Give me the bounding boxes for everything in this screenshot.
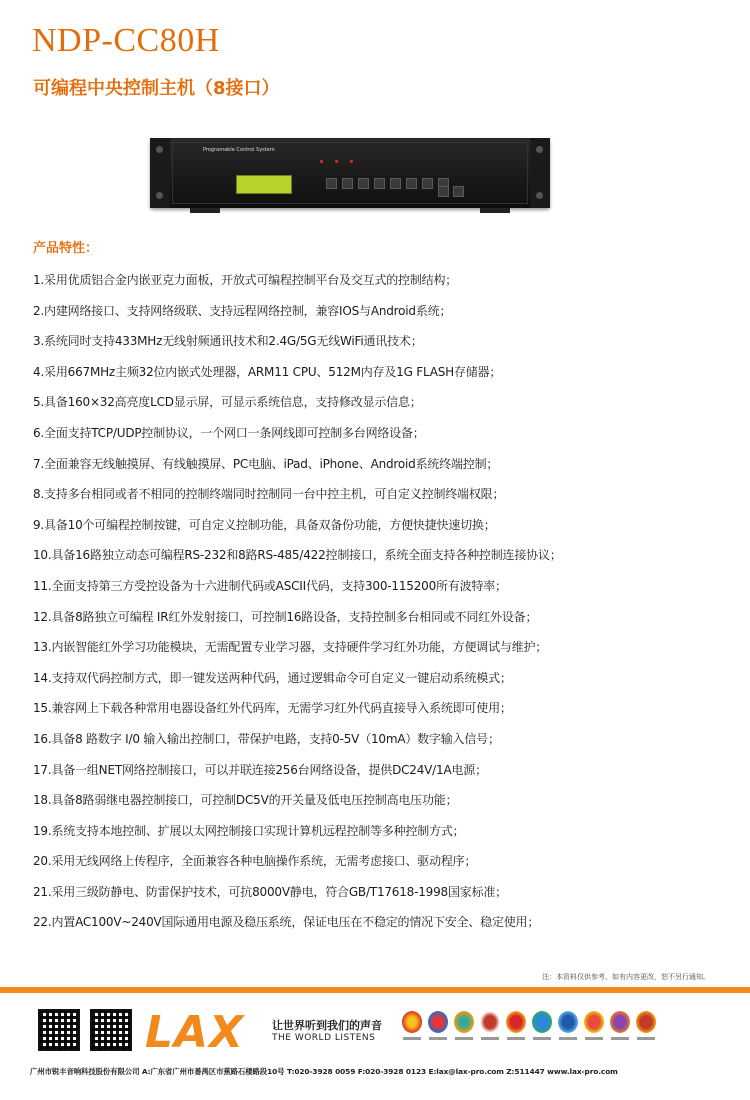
- feature-item: 6.全面支持TCP/UDP控制协议，一个网口一条网线即可控制多台网络设备；: [33, 425, 425, 440]
- badge-icon: [584, 1011, 604, 1045]
- feature-item: 3.系统同时支持433MHz无线射频通讯技术和2.4G/5G无线WiFi通讯技术；: [33, 334, 423, 349]
- feature-item: 16.具备8 路数字 I/0 输入输出控制口，带保护电路，支持0-5V（10mA）数字输入信号；: [33, 731, 500, 746]
- features-heading: 产品特性：: [33, 241, 99, 256]
- feature-item: 19.系统支持本地控制、扩展以太网控制接口实现计算机远程控制等多种控制方式；: [33, 823, 465, 838]
- badge-icon: [428, 1011, 448, 1045]
- disclaimer-note: 注：本资料仅供参考，如有内容更改，恕不另行通知。: [542, 973, 710, 981]
- feature-item: 10.具备16路独立动态可编程RS-232和8路RS-485/422控制接口，系统全面支持各种控制连接协议；: [33, 548, 562, 563]
- badge-icon: [532, 1011, 552, 1045]
- qr-code-icon: [38, 1009, 80, 1051]
- footer-divider: [0, 987, 750, 993]
- feature-item: 4.采用667MHz主频32位内嵌式处理器，ARM11 CPU、512M内存及1G FLASH存储器；: [33, 364, 502, 379]
- feature-item: 11.全面支持第三方受控设备为十六进制代码或ASCII代码，支持300-115200所有波特率；: [33, 578, 507, 593]
- slogan-english: THE WORLD LISTENS: [272, 1033, 376, 1043]
- control-keys: [326, 178, 449, 189]
- feature-item: 2.内建网络接口、支持网络级联、支持远程网络控制，兼容IOS与Android系统；: [33, 303, 452, 318]
- badge-icon: [558, 1011, 578, 1045]
- feature-item: 20.采用无线网络上传程序，全面兼容各种电脑操作系统，无需考虑接口、驱动程序；: [33, 854, 477, 869]
- badge-icon: [454, 1011, 474, 1045]
- feature-item: 12.具备8路独立可编程 IR红外发射接口，可控制16路设备，支持控制多台相同或不同红外设备；: [33, 609, 538, 624]
- device-feet: [150, 208, 550, 218]
- feature-item: 13.内嵌智能红外学习功能模块，无需配置专业学习器，支持硬件学习红外功能，方便调试与维护；: [33, 640, 548, 655]
- feature-item: 1.采用优质铝合金内嵌亚克力面板，开放式可编程控制平台及交互式的控制结构；: [33, 273, 458, 287]
- feature-item: 8.支持多台相同或者不相同的控制终端同时控制同一台中控主机，可自定义控制终端权限；: [33, 487, 505, 502]
- feature-list: [33, 265, 723, 938]
- extra-keys: [438, 186, 464, 197]
- badge-icon: [636, 1011, 656, 1045]
- feature-item: 9.具备10个可编程控制按键，可自定义控制功能，具备双备份功能，方便快捷快速切换；: [33, 517, 496, 532]
- feature-item: 17.具备一组NET网络控制接口，可以并联连接256台网络设备，提供DC24V/1A电源；: [33, 762, 487, 777]
- footer-branding: [0, 1005, 750, 1058]
- slogan-chinese: 让世界听到我们的声音: [272, 1019, 382, 1032]
- model-title: NDP-CC80H: [32, 22, 220, 59]
- feature-item: 18.具备8路弱继电器控制接口，可控制DC5V的开关量及低电压控制高电压功能；: [33, 793, 458, 808]
- feature-item: 21.采用三级防静电、防雷保护技术，可抗8000V静电，符合GB/T17618-1998国家标准；: [33, 884, 507, 899]
- rack-ear-left: [150, 138, 170, 208]
- device-front-panel: [172, 142, 528, 204]
- badge-icon: [402, 1011, 422, 1045]
- feature-item: 14.支持双代码控制方式，即一键发送两种代码，通过逻辑命令可自定义一键启动系统模式；: [33, 670, 512, 685]
- product-subtitle: 可编程中央控制主机（8接口）: [33, 78, 280, 99]
- feature-item: 5.具备160×32高亮度LCD显示屏，可显示系统信息，支持修改显示信息；: [33, 395, 422, 410]
- feature-item: 22.内置AC100V~240V国际通用电源及稳压系统，保证电压在不稳定的情况下安全、稳定使用；: [33, 915, 540, 930]
- company-contact: 广州市锐丰音响科技股份有限公司 A:广东省广州市番禺区市蕉路石楼路段10号 T:020-3928 0059 F:020-3928 0123 E:lax@lax-pro.com Z:511447 www.lax-pro.com: [30, 1067, 618, 1076]
- qr-code-icon: [90, 1009, 132, 1051]
- badge-icon: [480, 1011, 500, 1045]
- panel-label: Programable Control System: [203, 147, 275, 153]
- badge-icon: [610, 1011, 630, 1045]
- feature-item: 15.兼容网上下载各种常用电器设备红外代码库，无需学习红外代码直接导入系统即可使用；: [33, 701, 512, 716]
- badge-icon: [506, 1011, 526, 1045]
- status-leds: [320, 160, 353, 163]
- brand-logo: LAX: [145, 1007, 245, 1058]
- lcd-display: [236, 175, 292, 194]
- rack-ear-right: [530, 138, 550, 208]
- feature-item: 7.全面兼容无线触摸屏、有线触摸屏、PC电脑、iPad、iPhone、Android系统终端控制；: [33, 456, 499, 471]
- device-image: [150, 128, 550, 228]
- partner-badges: [402, 1011, 656, 1045]
